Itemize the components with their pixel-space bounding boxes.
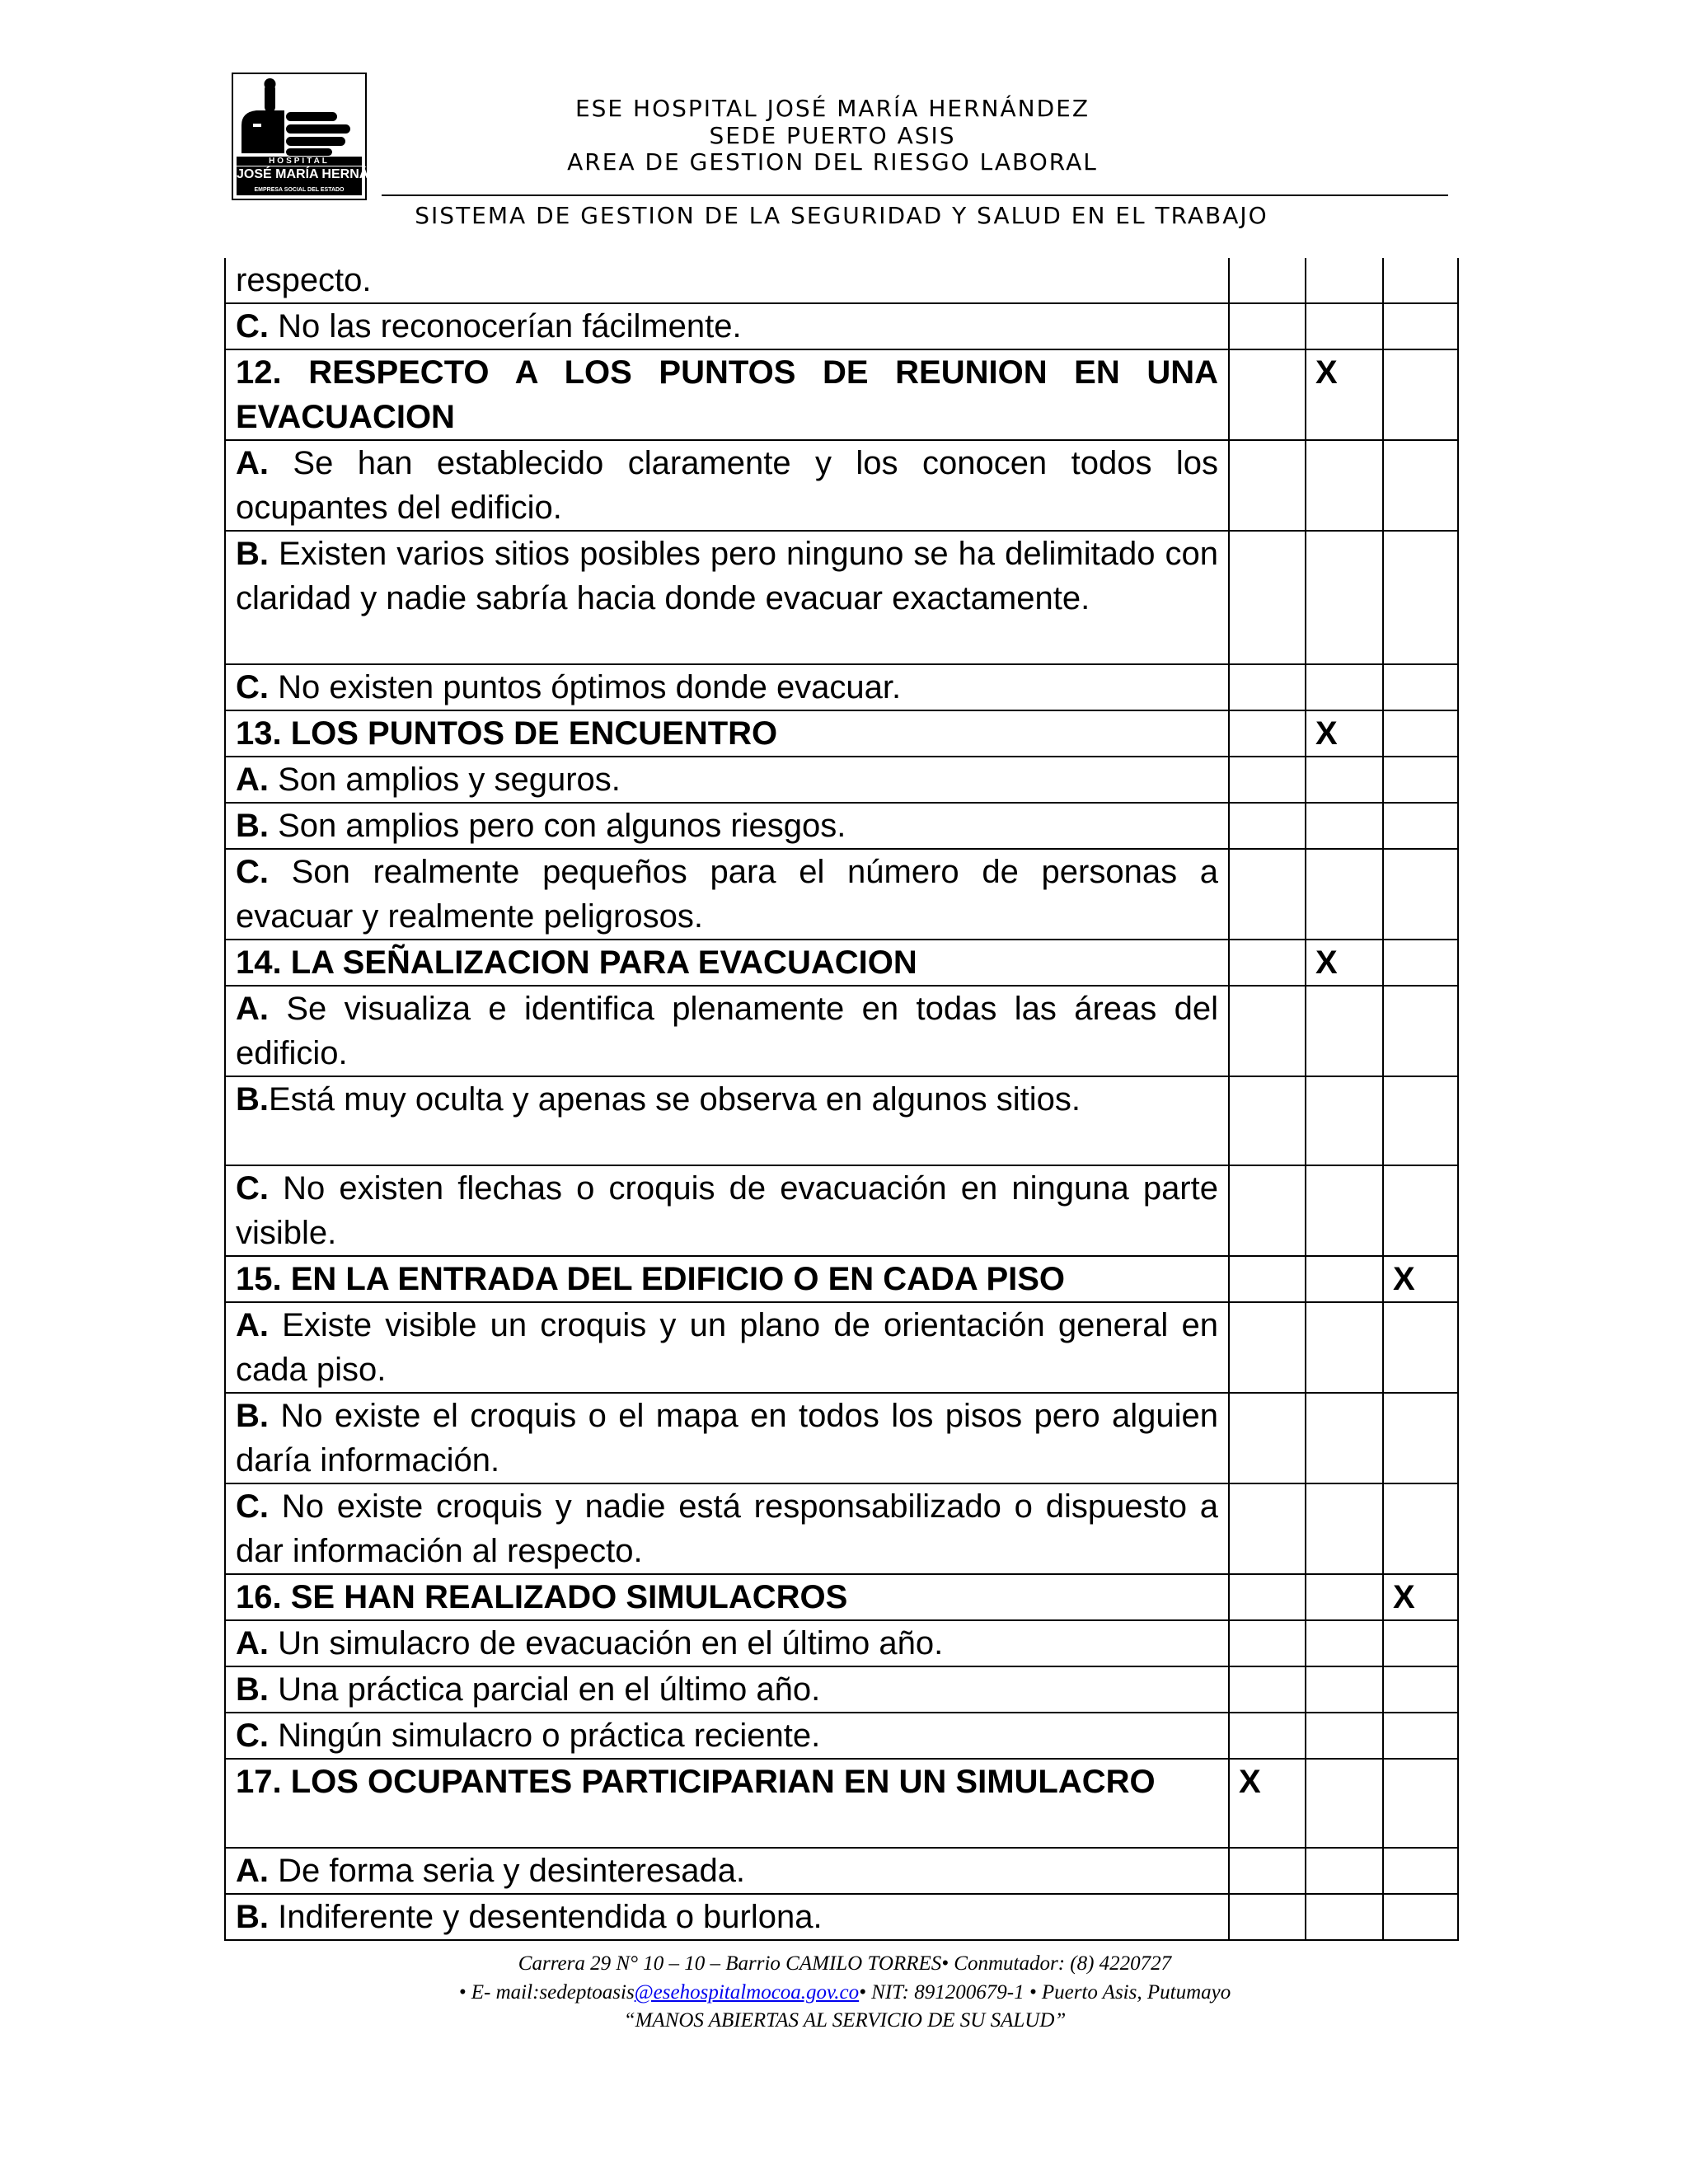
option-row <box>225 1620 1458 1666</box>
option-description: No existe el croquis o el mapa en todos los pisos pero alguien daría información. <box>236 1398 1218 1479</box>
header-divider <box>382 194 1448 196</box>
answer-cell-col-2 <box>1306 1759 1383 1848</box>
option-text <box>225 1848 1229 1894</box>
header-system-name: SISTEMA DE GESTION DE LA SEGURIDAD Y SALUD EN EL TRABAJO <box>415 202 1268 229</box>
option-text <box>225 1393 1229 1483</box>
option-letter: C. <box>236 669 269 705</box>
option-letter: A. <box>236 445 269 481</box>
answer-cell-col-1 <box>1229 1894 1306 1940</box>
answer-cell-col-2 <box>1306 757 1383 803</box>
question-row <box>225 940 1458 986</box>
option-text <box>225 1076 1229 1165</box>
answer-cell-col-1 <box>1229 1666 1306 1713</box>
option-description: Se han establecido claramente y los conocen todos los ocupantes del edificio. <box>236 445 1218 526</box>
answer-cell-col-1 <box>1229 757 1306 803</box>
option-letter: B. <box>236 1671 269 1708</box>
question-row <box>225 1256 1458 1302</box>
logo-text-name: JOSÉ MARÍA HERNÁNDEZ <box>237 166 362 188</box>
answer-mark: X <box>1315 715 1338 752</box>
option-text <box>225 803 1229 849</box>
answer-cell-col-2 <box>1306 710 1383 757</box>
answer-cell-col-3 <box>1383 1302 1458 1393</box>
answer-cell-col-2 <box>1306 1848 1383 1894</box>
option-row <box>225 440 1458 531</box>
answer-cell-col-2 <box>1306 803 1383 849</box>
option-description: Indiferente y desentendida o burlona. <box>269 1899 823 1935</box>
option-row <box>225 849 1458 940</box>
option-text <box>225 849 1229 940</box>
option-row <box>225 1302 1458 1393</box>
answer-mark: X <box>1315 354 1338 391</box>
answer-cell-col-3 <box>1383 849 1458 940</box>
answer-cell-col-2 <box>1306 1165 1383 1256</box>
option-letter: B. <box>236 1398 269 1434</box>
header-subtitle-site: SEDE PUERTO ASIS <box>709 122 956 149</box>
footer-contact <box>247 1980 1442 2005</box>
answer-cell-col-2 <box>1306 440 1383 531</box>
answer-cell-col-1 <box>1229 1848 1306 1894</box>
option-row <box>225 1713 1458 1759</box>
footer-nit-location: • NIT: 891200679-1 • Puerto Asis, Putumayo <box>859 1981 1231 2004</box>
answer-cell-col-3 <box>1383 1256 1458 1302</box>
option-row <box>225 1848 1458 1894</box>
answer-cell-col-1 <box>1229 664 1306 710</box>
answer-cell-col-1 <box>1229 349 1306 440</box>
answer-cell-col-3 <box>1383 1713 1458 1759</box>
option-row <box>225 1076 1458 1165</box>
answer-cell-col-2 <box>1306 1713 1383 1759</box>
answer-cell-col-3 <box>1383 664 1458 710</box>
option-letter: B. <box>236 808 269 844</box>
answer-cell-col-1 <box>1229 849 1306 940</box>
answer-cell-col-3 <box>1383 1759 1458 1848</box>
question-row <box>225 1574 1458 1620</box>
option-description: No existen flechas o croquis de evacuación en ninguna parte visible. <box>236 1170 1218 1251</box>
answer-mark: X <box>1315 944 1338 981</box>
answer-mark: X <box>1239 1764 1261 1800</box>
option-row <box>225 803 1458 849</box>
option-text <box>225 757 1229 803</box>
option-description: De forma seria y desinteresada. <box>269 1853 746 1889</box>
option-description: Existen varios sitios posibles pero ninguno se ha delimitado con claridad y nadie sabría hacia donde evacuar exactamente. <box>236 536 1218 616</box>
answer-cell-col-1 <box>1229 1759 1306 1848</box>
option-letter: A. <box>236 762 269 798</box>
option-description: Un simulacro de evacuación en el último año. <box>269 1625 944 1661</box>
option-row <box>225 1894 1458 1940</box>
answer-cell-col-3 <box>1383 1666 1458 1713</box>
answer-mark: X <box>1393 1579 1415 1615</box>
answer-cell-col-2 <box>1306 303 1383 349</box>
answer-cell-col-1 <box>1229 710 1306 757</box>
option-text <box>225 664 1229 710</box>
option-letter: C. <box>236 308 269 344</box>
answer-cell-col-2 <box>1306 940 1383 986</box>
option-row <box>225 258 1458 303</box>
answer-cell-col-1 <box>1229 531 1306 664</box>
option-letter: A. <box>236 1307 269 1343</box>
option-row <box>225 664 1458 710</box>
option-letter: B. <box>236 1899 269 1935</box>
option-text <box>225 986 1229 1076</box>
option-description: Una práctica parcial en el último año. <box>269 1671 821 1708</box>
option-row <box>225 1483 1458 1574</box>
logo-text-tagline: EMPRESA SOCIAL DEL ESTADO <box>237 187 362 195</box>
logo-text-hospital: HOSPITAL <box>237 157 362 166</box>
footer-slogan: “MANOS ABIERTAS AL SERVICIO DE SU SALUD” <box>623 2009 1067 2032</box>
answer-cell-col-2 <box>1306 349 1383 440</box>
option-row <box>225 757 1458 803</box>
header-subtitle-area: AREA DE GESTION DEL RIESGO LABORAL <box>567 148 1098 176</box>
option-description: No existe croquis y nadie está responsabilizado o dispuesto a dar información al respecto. <box>236 1488 1218 1569</box>
answer-cell-col-1 <box>1229 258 1306 303</box>
answer-cell-col-1 <box>1229 803 1306 849</box>
answer-mark: X <box>1393 1261 1415 1297</box>
option-letter: C. <box>236 1170 269 1207</box>
answer-cell-col-3 <box>1383 1165 1458 1256</box>
answer-cell-col-1 <box>1229 1256 1306 1302</box>
answer-cell-col-3 <box>1383 710 1458 757</box>
answer-cell-col-2 <box>1306 531 1383 664</box>
option-text <box>225 531 1229 664</box>
answer-cell-col-1 <box>1229 303 1306 349</box>
option-letter: A. <box>236 991 269 1027</box>
question-text: 15. EN LA ENTRADA DEL EDIFICIO O EN CADA PISO <box>225 1256 1229 1302</box>
continued-text: respecto. <box>225 258 1229 303</box>
answer-cell-col-2 <box>1306 986 1383 1076</box>
answer-cell-col-3 <box>1383 1848 1458 1894</box>
option-description: Está muy oculta y apenas se observa en algunos sitios. <box>269 1081 1081 1118</box>
answer-cell-col-2 <box>1306 1393 1383 1483</box>
hand-logo-graphic <box>233 74 365 157</box>
option-text <box>225 1713 1229 1759</box>
option-description: Se visualiza e identifica plenamente en todas las áreas del edificio. <box>236 991 1218 1071</box>
answer-cell-col-2 <box>1306 1574 1383 1620</box>
question-text: 12. RESPECTO A LOS PUNTOS DE REUNION EN UNA EVACUACION <box>225 349 1229 440</box>
answer-cell-col-3 <box>1383 1574 1458 1620</box>
answer-cell-col-3 <box>1383 1620 1458 1666</box>
answer-cell-col-3 <box>1383 757 1458 803</box>
footer-email-link[interactable]: @esehospitalmocoa.gov.co <box>634 1981 860 2004</box>
question-text: 17. LOS OCUPANTES PARTICIPARIAN EN UN SIMULACRO <box>225 1759 1229 1848</box>
option-description: Son amplios pero con algunos riesgos. <box>269 808 846 844</box>
option-description: Son amplios y seguros. <box>269 762 621 798</box>
option-letter: B. <box>236 536 269 572</box>
option-letter: A. <box>236 1625 269 1661</box>
answer-cell-col-2 <box>1306 1620 1383 1666</box>
option-description: Ningún simulacro o práctica reciente. <box>269 1718 821 1754</box>
footer-address: Carrera 29 N° 10 – 10 – Barrio CAMILO TORRES• Conmutador: (8) 4220727 <box>518 1952 1172 1975</box>
option-description: No existen puntos óptimos donde evacuar. <box>269 669 902 705</box>
option-letter: C. <box>236 1488 269 1525</box>
answer-cell-col-1 <box>1229 1393 1306 1483</box>
option-text <box>225 440 1229 531</box>
option-letter: C. <box>236 1718 269 1754</box>
answer-cell-col-3 <box>1383 531 1458 664</box>
answer-cell-col-3 <box>1383 1483 1458 1574</box>
option-letter: C. <box>236 854 269 890</box>
answer-cell-col-3 <box>1383 440 1458 531</box>
answer-cell-col-2 <box>1306 1894 1383 1940</box>
answer-cell-col-3 <box>1383 258 1458 303</box>
option-letter: A. <box>236 1853 269 1889</box>
option-text <box>225 1620 1229 1666</box>
answer-cell-col-2 <box>1306 1302 1383 1393</box>
answer-cell-col-3 <box>1383 1393 1458 1483</box>
answer-cell-col-2 <box>1306 1666 1383 1713</box>
option-description: Existe visible un croquis y un plano de orientación general en cada piso. <box>236 1307 1218 1388</box>
option-text <box>225 1894 1229 1940</box>
answer-cell-col-1 <box>1229 1076 1306 1165</box>
answer-cell-col-1 <box>1229 440 1306 531</box>
option-description: Son realmente pequeños para el número de personas a evacuar y realmente peligrosos. <box>236 854 1218 935</box>
answer-cell-col-3 <box>1383 303 1458 349</box>
answer-cell-col-1 <box>1229 1302 1306 1393</box>
question-row <box>225 349 1458 440</box>
footer-email-prefix: • E- mail:sedeptoasis <box>458 1981 635 2004</box>
answer-cell-col-3 <box>1383 940 1458 986</box>
option-row <box>225 1165 1458 1256</box>
answer-cell-col-1 <box>1229 1713 1306 1759</box>
answer-cell-col-3 <box>1383 349 1458 440</box>
answer-cell-col-2 <box>1306 1483 1383 1574</box>
option-row <box>225 986 1458 1076</box>
option-text <box>225 1483 1229 1574</box>
header-title: ESE HOSPITAL JOSÉ MARÍA HERNÁNDEZ <box>574 95 1090 122</box>
answer-cell-col-1 <box>1229 1574 1306 1620</box>
option-text <box>225 1165 1229 1256</box>
answer-cell-col-2 <box>1306 1256 1383 1302</box>
answer-cell-col-1 <box>1229 940 1306 986</box>
option-row <box>225 303 1458 349</box>
evaluation-table <box>224 258 1459 1941</box>
option-text <box>225 1666 1229 1713</box>
question-text: 13. LOS PUNTOS DE ENCUENTRO <box>225 710 1229 757</box>
answer-cell-col-1 <box>1229 986 1306 1076</box>
question-text: 14. LA SEÑALIZACION PARA EVACUACION <box>225 940 1229 986</box>
option-row <box>225 531 1458 664</box>
answer-cell-col-3 <box>1383 803 1458 849</box>
option-description: No las reconocerían fácilmente. <box>269 308 742 344</box>
option-text <box>225 303 1229 349</box>
question-row <box>225 1759 1458 1848</box>
answer-cell-col-1 <box>1229 1483 1306 1574</box>
option-row <box>225 1393 1458 1483</box>
answer-cell-col-1 <box>1229 1620 1306 1666</box>
answer-cell-col-2 <box>1306 664 1383 710</box>
option-text <box>225 1302 1229 1393</box>
answer-cell-col-3 <box>1383 986 1458 1076</box>
answer-cell-col-2 <box>1306 1076 1383 1165</box>
answer-cell-col-1 <box>1229 1165 1306 1256</box>
question-row <box>225 710 1458 757</box>
answer-cell-col-3 <box>1383 1894 1458 1940</box>
option-row <box>225 1666 1458 1713</box>
question-text: 16. SE HAN REALIZADO SIMULACROS <box>225 1574 1229 1620</box>
answer-cell-col-2 <box>1306 849 1383 940</box>
option-letter: B. <box>236 1081 269 1118</box>
answer-cell-col-3 <box>1383 1076 1458 1165</box>
answer-cell-col-2 <box>1306 258 1383 303</box>
hospital-logo <box>232 73 405 200</box>
